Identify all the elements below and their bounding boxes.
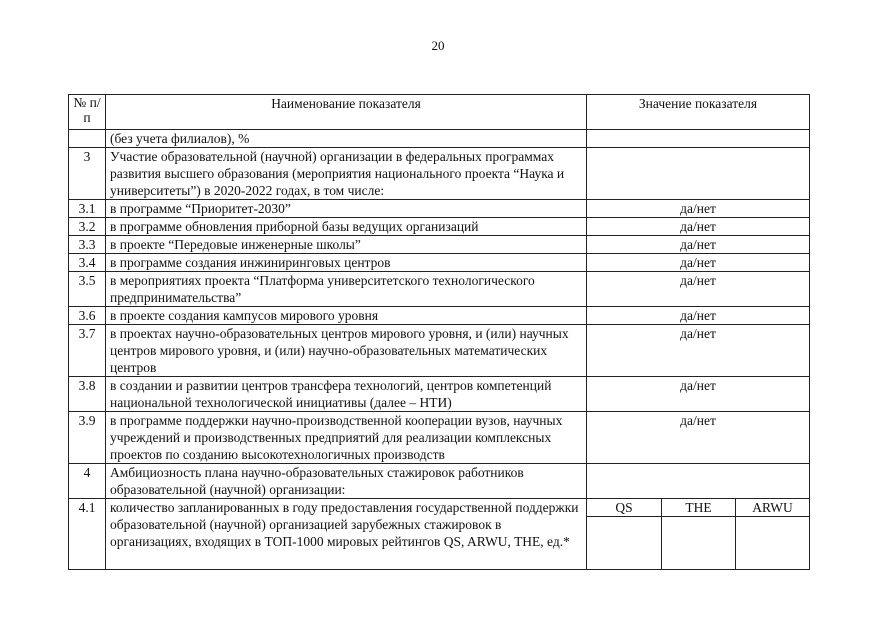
row-name: количество запланированных в году предоставления государственной поддержки образовательной (научной) организацией зарубежных стажировок в организациях, входящих в ТОП-1000 мировых рейтингов QS, ARWU, THE, ед.*: [106, 499, 587, 570]
table-row: [69, 200, 810, 218]
row-name: в программе создания инжиниринговых центров: [106, 254, 587, 272]
rating-the: THE: [662, 499, 736, 517]
row-name: Участие образовательной (научной) организации в федеральных программах развития высшего образования (мероприятия национального проекта “Наука и университеты”) в 2020-2022 годах, в том числе:: [106, 148, 587, 200]
rating-the-value: [662, 517, 736, 570]
rating-arwu-value: [736, 517, 810, 570]
row-value: [587, 464, 810, 499]
table-row: [69, 254, 810, 272]
rating-qs: QS: [587, 499, 662, 517]
row-name: в создании и развитии центров трансфера технологий, центров компетенций национальной технологической инициативы (далее – НТИ): [106, 377, 587, 412]
row-name: в программе “Приоритет-2030”: [106, 200, 587, 218]
table-row: [69, 148, 810, 200]
row-value: да/нет: [587, 218, 810, 236]
row-value: да/нет: [587, 236, 810, 254]
table-row: [69, 464, 810, 499]
row-value: да/нет: [587, 254, 810, 272]
table-row: [69, 218, 810, 236]
rating-arwu: ARWU: [736, 499, 810, 517]
row-num: 3.9: [69, 412, 106, 464]
table-row: [69, 499, 810, 517]
row-num: 3.6: [69, 307, 106, 325]
row-num: 3.5: [69, 272, 106, 307]
row-name: в программе поддержки научно-производственной кооперации вузов, научных учреждений и производственных предприятий для реализации комплексных проектов по созданию высокотехнологичных производств: [106, 412, 587, 464]
row-num: 3: [69, 148, 106, 200]
row-name: в проектах научно-образовательных центров мирового уровня, и (или) научных центров мирового уровня, и (или) научно-образовательных математических центров: [106, 325, 587, 377]
row-name: в мероприятиях проекта “Платформа университетского технологического предпринимательства”: [106, 272, 587, 307]
row-value: да/нет: [587, 412, 810, 464]
row-num: 3.7: [69, 325, 106, 377]
row-name: (без учета филиалов), %: [106, 130, 587, 148]
row-value: да/нет: [587, 200, 810, 218]
row-value: [587, 130, 810, 148]
row-value: да/нет: [587, 307, 810, 325]
row-name: Амбициозность плана научно-образовательных стажировок работников образовательной (научной) организации:: [106, 464, 587, 499]
table-row: [69, 272, 810, 307]
table-row: [69, 325, 810, 377]
row-num: 3.1: [69, 200, 106, 218]
header-num: № п/п: [69, 95, 106, 130]
row-value: да/нет: [587, 272, 810, 307]
row-num: 3.3: [69, 236, 106, 254]
header-name: Наименование показателя: [106, 95, 587, 130]
row-num: 3.8: [69, 377, 106, 412]
table-row: [69, 377, 810, 412]
row-num: 4: [69, 464, 106, 499]
row-name: в проекте создания кампусов мирового уровня: [106, 307, 587, 325]
row-num: [69, 130, 106, 148]
row-num: 3.4: [69, 254, 106, 272]
row-name: в программе обновления приборной базы ведущих организаций: [106, 218, 587, 236]
rating-qs-value: [587, 517, 662, 570]
table-header-row: [69, 95, 810, 130]
row-value: да/нет: [587, 325, 810, 377]
row-num: 3.2: [69, 218, 106, 236]
row-value: да/нет: [587, 377, 810, 412]
indicators-table: [68, 94, 810, 570]
row-num: 4.1: [69, 499, 106, 570]
table-row: [69, 236, 810, 254]
table-row: [69, 307, 810, 325]
table-row: [69, 412, 810, 464]
table-row: [69, 130, 810, 148]
page-number: 20: [431, 38, 445, 53]
row-value: [587, 148, 810, 200]
header-value: Значение показателя: [587, 95, 810, 130]
row-name: в проекте “Передовые инженерные школы”: [106, 236, 587, 254]
